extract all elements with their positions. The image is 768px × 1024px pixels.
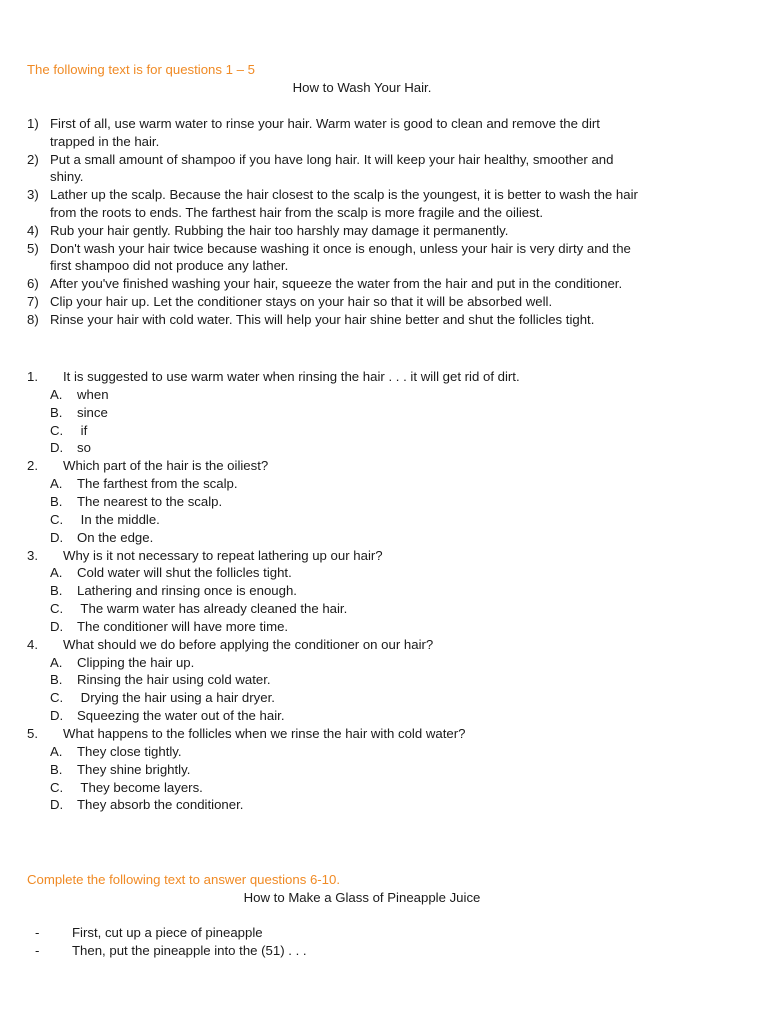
option-letter: D. <box>50 708 64 724</box>
question-text: What should we do before applying the conditioner on our hair? <box>63 636 434 652</box>
option-text: They absorb the conditioner. <box>77 797 244 813</box>
step-text: from the roots to ends. The farthest hair from the scalp is more fragile and the oiliest. <box>50 205 544 220</box>
option-letter: A. <box>50 743 63 759</box>
section1-header: The following text is for questions 1 – 5 <box>27 62 255 77</box>
option-letter: A. <box>50 386 63 402</box>
option-letter: D. <box>50 618 64 634</box>
step-text: After you've finished washing your hair, squeeze the water from the hair and put in the conditioner. <box>50 276 623 292</box>
step-text: trapped in the hair. <box>50 133 160 149</box>
option-text: They close tightly. <box>77 743 182 759</box>
question-number: 4. <box>27 636 38 652</box>
step-number: 8) <box>27 311 39 327</box>
question-text: Which part of the hair is the oiliest? <box>63 458 269 474</box>
option-text: They become layers. <box>77 779 203 795</box>
option-letter: A. <box>50 654 63 670</box>
option-text: Rinsing the hair using cold water. <box>77 672 271 688</box>
question-number: 5. <box>27 726 38 741</box>
step-text: Clip your hair up. Let the conditioner stays on your hair so that it will be absorbed well. <box>50 294 553 309</box>
option-letter: B. <box>50 672 63 688</box>
step-number: 2) <box>27 151 39 167</box>
option-letter: D. <box>50 797 64 813</box>
step-text: Don't wash your hair twice because washing it once is enough, unless your hair is very dirty and the <box>50 240 631 256</box>
question-number: 3. <box>27 547 38 563</box>
bullet-dash: - <box>35 943 40 958</box>
option-letter: C. <box>50 601 64 617</box>
question-text: It is suggested to use warm water when rinsing the hair . . . it will get rid of dirt. <box>63 369 520 384</box>
option-text: Cold water will shut the follicles tight. <box>77 565 292 581</box>
option-text: The farthest from the scalp. <box>77 476 238 492</box>
option-text: Drying the hair using a hair dryer. <box>77 690 275 706</box>
question-text: What happens to the follicles when we rinse the hair with cold water? <box>63 726 466 741</box>
option-text: when <box>77 386 109 402</box>
option-text: The warm water has already cleaned the hair. <box>77 601 348 617</box>
step-text: Lather up the scalp. Because the hair closest to the scalp is the youngest, it is better to wash the hair <box>50 187 638 203</box>
step-number: 7) <box>27 294 39 309</box>
section2-header: Complete the following text to answer questions 6-10. <box>27 872 341 887</box>
option-text: On the edge. <box>77 529 154 545</box>
option-letter: D. <box>50 529 64 545</box>
option-text: In the middle. <box>77 511 160 527</box>
option-letter: B. <box>50 583 63 599</box>
option-text: Squeezing the water out of the hair. <box>77 708 285 724</box>
option-text: They shine brightly. <box>77 761 191 777</box>
step-text: First of all, use warm water to rinse your hair. Warm water is good to clean and remove the dirt <box>50 116 600 131</box>
step-number: 4) <box>27 222 39 238</box>
step-text: Rub your hair gently. Rubbing the hair too harshly may damage it permanently. <box>50 222 509 238</box>
option-text: The nearest to the scalp. <box>77 493 223 509</box>
step-text: Rinse your hair with cold water. This will help your hair shine better and shut the follicles tight. <box>50 311 595 327</box>
option-text: since <box>77 404 108 420</box>
option-letter: A. <box>50 565 63 581</box>
step-number: 5) <box>27 240 39 256</box>
option-text: so <box>77 440 91 456</box>
option-letter: D. <box>50 440 64 456</box>
option-letter: B. <box>50 761 63 777</box>
option-letter: C. <box>50 511 64 527</box>
option-letter: C. <box>50 779 64 795</box>
step-text: shiny. <box>50 169 84 185</box>
step-text: first shampoo did not produce any lather. <box>50 258 289 274</box>
option-letter: B. <box>50 404 63 420</box>
step-number: 1) <box>27 116 39 131</box>
option-text: Clipping the hair up. <box>77 654 195 670</box>
section2-title: How to Make a Glass of Pineapple Juice <box>243 890 481 905</box>
option-text: The conditioner will have more time. <box>77 618 289 634</box>
bullet-text: First, cut up a piece of pineapple <box>72 925 263 940</box>
option-text: Lathering and rinsing once is enough. <box>77 583 297 599</box>
option-letter: A. <box>50 476 63 492</box>
bullet-dash: - <box>35 925 40 940</box>
step-number: 6) <box>27 276 39 292</box>
question-number: 2. <box>27 458 38 474</box>
step-number: 3) <box>27 187 39 203</box>
question-number: 1. <box>27 369 38 384</box>
section1-title: How to Wash Your Hair. <box>292 80 432 95</box>
option-letter: B. <box>50 493 63 509</box>
bullet-text: Then, put the pineapple into the (51) . . . <box>72 943 307 958</box>
step-text: Put a small amount of shampoo if you have long hair. It will keep your hair healthy, smoother and <box>50 151 614 167</box>
option-letter: C. <box>50 690 64 706</box>
question-text: Why is it not necessary to repeat lathering up our hair? <box>63 547 383 563</box>
option-text: if <box>77 422 88 438</box>
option-letter: C. <box>50 422 64 438</box>
